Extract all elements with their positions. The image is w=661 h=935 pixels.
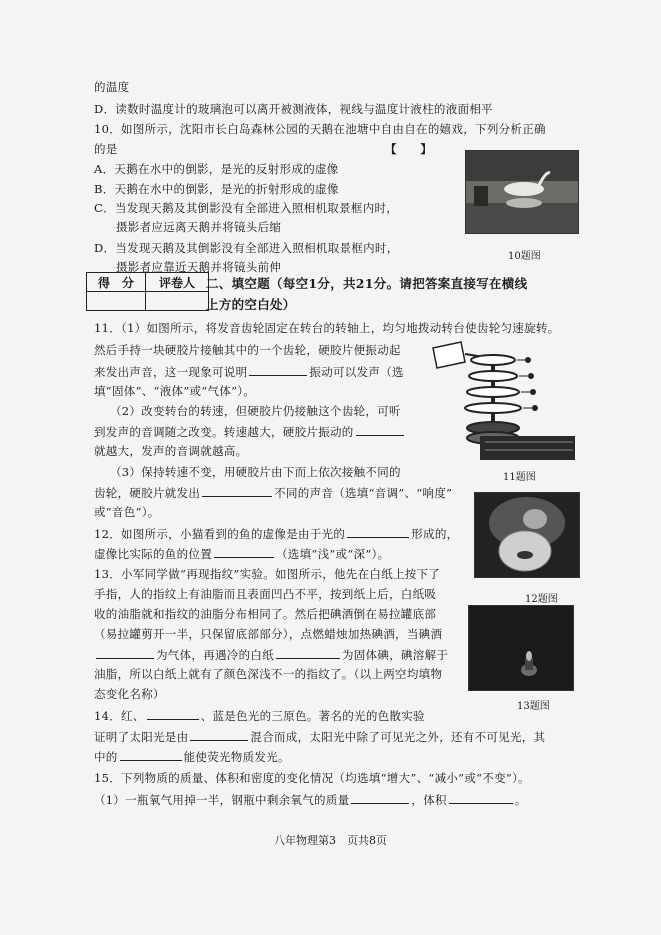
section-title: 上方的空白处） bbox=[206, 297, 296, 312]
q12-text: （选填“浅”或“深”）。 bbox=[276, 547, 390, 561]
q14-text: 中的 bbox=[94, 750, 118, 764]
q12-line bbox=[94, 546, 389, 562]
q14-line bbox=[94, 708, 425, 724]
answer-blank[interactable] bbox=[249, 364, 307, 376]
q13-text: 为固体碘，碘溶解于 bbox=[342, 648, 449, 662]
q14-text: 证明了太阳光是由 bbox=[94, 730, 189, 744]
page-footer: 八年物理第3 页共8页 bbox=[274, 834, 387, 847]
q11-line: （2）改变转台的转速，但硬胶片仍接触这个齿轮，可听 bbox=[110, 404, 401, 418]
q15-text: （1）一瓶氧气用掉一半，钢瓶中剩余氧气的质量 bbox=[94, 793, 350, 807]
section-title: 二、填空题（每空1分，共21分。请把答案直接写在横线 bbox=[206, 276, 528, 291]
score-table bbox=[86, 272, 209, 311]
q11-text: 来发出声音，这一现象可说明 bbox=[94, 365, 248, 379]
q11-line: 或“音色”）。 bbox=[94, 505, 160, 519]
q13-line: （易拉罐剪开一半，只保留底部部分），点燃蜡烛加热碘酒，当碘酒 bbox=[94, 627, 443, 641]
figure-12-caption: 12题图 bbox=[525, 594, 558, 605]
q11-text: 齿轮，硬胶片就发出 bbox=[94, 486, 201, 500]
figure-13-photo bbox=[468, 605, 574, 691]
q15-text: ，体积 bbox=[411, 793, 447, 807]
figure-10-caption: 10题图 bbox=[508, 251, 541, 262]
answer-blank[interactable] bbox=[120, 749, 182, 761]
q11-line bbox=[94, 364, 404, 380]
q11-text: 振动可以发声（选 bbox=[309, 365, 404, 379]
q11-line: （3）保持转速不变，用硬胶片由下而上依次接触不同的 bbox=[110, 465, 401, 479]
answer-blank[interactable] bbox=[351, 792, 409, 804]
q10-option-d: 摄影者应靠近天鹅并将镜头前伸 bbox=[116, 260, 282, 274]
q10-option-c: 摄影者应远离天鹅并将镜头后缩 bbox=[116, 220, 282, 234]
q12-text: 形成的， bbox=[411, 527, 459, 541]
q13-line bbox=[94, 647, 448, 663]
grader-cell bbox=[146, 292, 209, 311]
answer-blank[interactable] bbox=[276, 647, 340, 659]
q14-text: 、蓝是色光的三原色。著名的光的色散实验 bbox=[200, 709, 425, 723]
q10-stem: 10．如图所示，沈阳市长白岛森林公园的天鹅在池塘中自由自在的嬉戏，下列分析正确 bbox=[94, 122, 546, 136]
q13-line: 油脂，所以白纸上就有了颜色深浅不一的指纹了。（以上两空均填物 bbox=[94, 667, 443, 681]
answer-blank[interactable] bbox=[202, 485, 272, 497]
answer-bracket: 【 】 bbox=[385, 142, 433, 156]
q10-option-c: C．当发现天鹅及其倒影没有全部进入照相机取景框内时， bbox=[94, 201, 399, 215]
q14-text: 混合而成，太阳光中除了可见光之外，还有不可见光，其 bbox=[250, 730, 546, 744]
q10-option-a: A．天鹅在水中的倒影，是光的反射形成的虚像 bbox=[94, 162, 339, 176]
q10-stem: 的是 bbox=[94, 142, 118, 156]
q11-line: 11．（1）如图所示，将发音齿轮固定在转台的转轴上，均匀地拨动转台使齿轮匀速旋转。 bbox=[94, 321, 560, 335]
score-cell bbox=[87, 292, 146, 311]
figure-12-photo bbox=[474, 492, 580, 578]
q13-line: 手指，人的指纹上有油脂而且表面凹凸不平，按到纸上后，白纸吸 bbox=[94, 587, 437, 601]
q12-text: 虚像比实际的鱼的位置 bbox=[94, 547, 212, 561]
figure-11-diagram bbox=[425, 340, 580, 465]
q11-line: 就越大，发声的音调就越高。 bbox=[94, 444, 248, 458]
q12-line bbox=[94, 526, 458, 542]
answer-blank[interactable] bbox=[147, 708, 199, 720]
text-line: D．读数时温度计的玻璃泡可以离开被测液体，视线与温度计液柱的液面相平 bbox=[94, 102, 493, 116]
answer-blank[interactable] bbox=[449, 792, 513, 804]
answer-blank[interactable] bbox=[214, 546, 274, 558]
q11-line: 然后手持一块硬胶片接触其中的一个齿轮，硬胶片便振动起 bbox=[94, 343, 401, 357]
q13-line: 13．小军同学做“再现指纹”实验。如图所示，他先在白纸上按下了 bbox=[94, 567, 441, 581]
figure-13-caption: 13题图 bbox=[517, 701, 550, 712]
q12-text: 12．如图所示，小猫看到的鱼的虚像是由于光的 bbox=[94, 527, 346, 541]
q10-option-d: D．当发现天鹅及其倒影没有全部进入照相机取景框内时， bbox=[94, 241, 399, 255]
grader-label: 评卷人 bbox=[146, 273, 209, 292]
figure-10-photo bbox=[465, 150, 579, 234]
answer-blank[interactable] bbox=[96, 647, 154, 659]
q11-text: 不同的声音（选填“音调”、“响度” bbox=[274, 486, 453, 500]
q15-line: 15．下列物质的质量、体积和密度的变化情况（均选填“增大”、“减小”或“不变”）。 bbox=[94, 771, 530, 785]
q13-line: 态变化名称） bbox=[94, 687, 165, 701]
answer-blank[interactable] bbox=[347, 526, 409, 538]
q15-text: 。 bbox=[514, 793, 527, 807]
q14-line bbox=[94, 749, 290, 765]
q11-line bbox=[94, 485, 452, 501]
q11-line: 填“固体”、“液体”或“气体”）。 bbox=[94, 384, 256, 398]
figure-11-caption: 11题图 bbox=[503, 472, 536, 483]
q10-option-b: B．天鹅在水中的倒影，是光的折射形成的虚像 bbox=[94, 182, 339, 196]
q14-line bbox=[94, 729, 545, 745]
q13-line: 收的油脂就和指纹的油脂分布相同了。然后把碘酒倒在易拉罐底部 bbox=[94, 607, 437, 621]
q13-text: 为气体，再遇冷的白纸 bbox=[156, 648, 274, 662]
answer-blank[interactable] bbox=[190, 729, 248, 741]
q14-text: 14．红、 bbox=[94, 709, 145, 723]
text-line: 的温度 bbox=[94, 80, 130, 94]
answer-blank[interactable] bbox=[356, 424, 404, 436]
q14-text: 能使荧光物质发光。 bbox=[183, 750, 290, 764]
score-label: 得 分 bbox=[87, 273, 146, 292]
q11-text: 到发声的音调随之改变。转速越大，硬胶片振动的 bbox=[94, 425, 354, 439]
q11-line bbox=[94, 424, 406, 440]
q15-line bbox=[94, 792, 527, 808]
